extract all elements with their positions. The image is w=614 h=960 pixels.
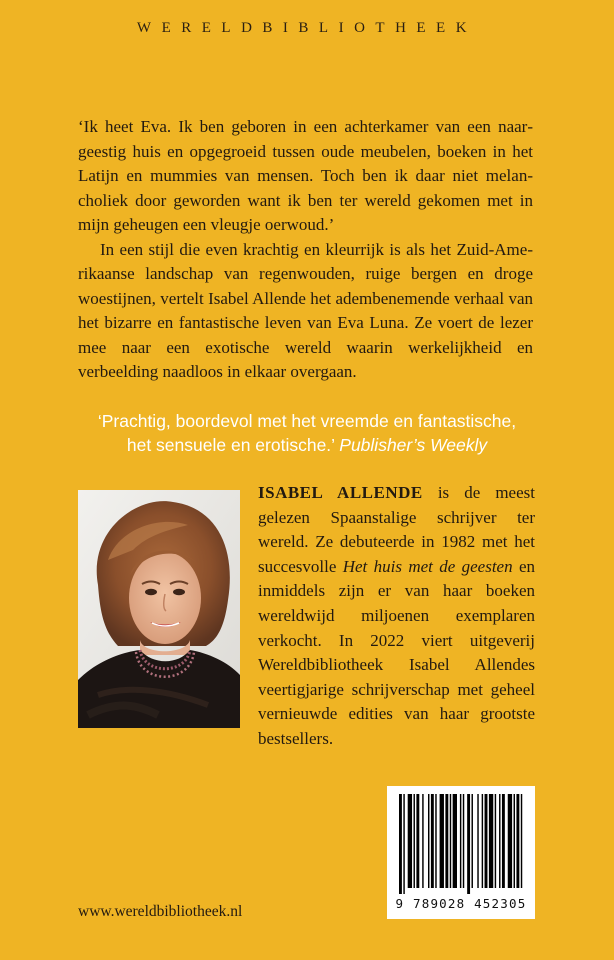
book-title: Het huis met de geesten [342, 556, 513, 576]
barcode-bar [453, 794, 457, 888]
barcode-bar [477, 794, 478, 888]
press-quote-line-2: het sensuele en erotische.’ [126, 435, 335, 455]
barcode-bar [485, 794, 488, 888]
barcode-bar [514, 794, 515, 888]
author-photo [78, 490, 240, 728]
press-quote-source: Publisher’s Weekly [339, 435, 488, 455]
barcode-bar [516, 794, 519, 888]
barcode [387, 786, 535, 919]
barcode-bar [502, 794, 505, 888]
press-quote-line-1: ‘Prachtig, boordevol met het vreemde en fantastische, [97, 411, 517, 431]
barcode-bar [463, 794, 464, 888]
barcode-bar [445, 794, 448, 888]
barcode-bar [428, 794, 429, 888]
barcode-bar [489, 794, 493, 888]
barcode-bar [521, 794, 522, 888]
barcode-bar [482, 794, 483, 888]
author-name: ISABEL ALLENDE [258, 483, 423, 502]
author-bio [258, 481, 535, 752]
barcode-bar [403, 794, 404, 894]
publisher-name: WERELDBIBLIOTHEEK [136, 20, 478, 36]
author-bio-text-1: is de meest gelezen Spaanstalige schrijver ter wereld. Ze debuteerde in 1982 met het succesvolle [258, 483, 535, 576]
barcode-bar [408, 794, 412, 888]
barcode-bar [450, 794, 451, 888]
barcode-bar [460, 794, 461, 888]
barcode-bar [440, 794, 444, 888]
barcode-bar [416, 794, 419, 888]
barcode-bar [472, 794, 473, 888]
barcode-bar [499, 794, 500, 888]
author-bio-text-2: en inmiddels zijn er van haar boeken wereldwijd miljoenen exemplaren verkocht. In 2022 viert uitgeverij Wereldbibliotheek Isabel Allendes veertigjarige schrijverschap met geheel vernieuwde edities van haar grootste bestsellers. [258, 556, 536, 748]
publisher-website[interactable]: www.wereldbibliotheek.nl [78, 903, 243, 920]
blurb [78, 115, 533, 385]
barcode-bar [414, 794, 415, 888]
blurb-paragraph-1: ‘Ik heet Eva. Ik ben geboren in een achterkamer van een naargeestig huis en opgegroeid tussen oude meubelen, boeken in het Latijn en mummies van mensen. Toch ben ik daar niet melancholiek door geworden want ik ben ter wereld gekomen met in mijn geheugen een vleugje oerwoud.’ [78, 117, 533, 234]
barcode-bar [495, 794, 496, 888]
barcode-bar [422, 794, 423, 888]
barcode-bar [431, 794, 434, 888]
barcode-bars [387, 786, 535, 896]
barcode-bar [399, 794, 402, 894]
isbn-number: 9 789028 452305 [395, 896, 527, 911]
barcode-bar [435, 794, 436, 888]
barcode-bar [467, 794, 470, 894]
barcode-bar [508, 794, 512, 888]
press-quote [60, 409, 554, 457]
blurb-paragraph-2: In een stijl die even krachtig en kleurrijk is als het Zuid-Amerikaanse landschap van regenwouden, ruige bergen en droge woestijnen, vertelt Isabel Allende het adembenemende verhaal van het bizarre en fantastische leven van Eva Luna. Ze voert de lezer mee naar een exotische wereld waarin werkelijkheid en verbeelding naadloos in elkaar overgaan. [78, 239, 533, 381]
